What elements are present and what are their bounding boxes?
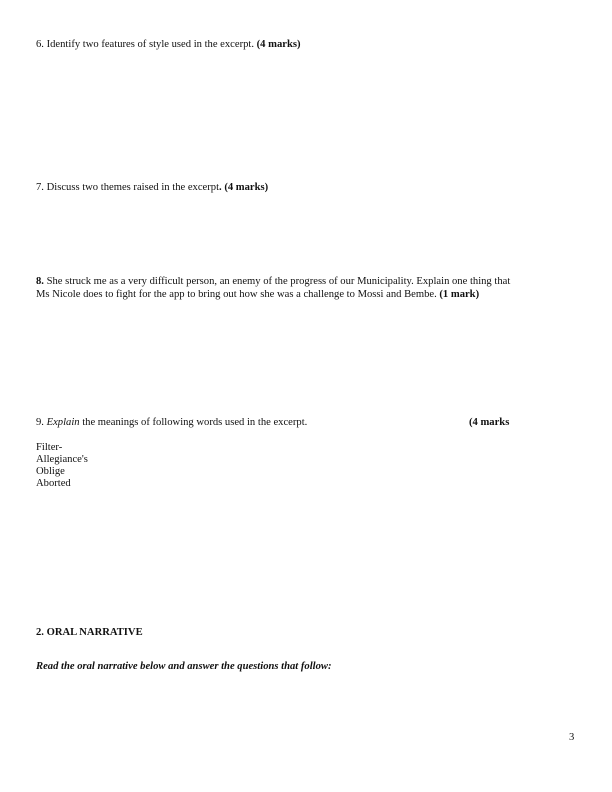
section-instruction: Read the oral narrative below and answer the questions that follow: [36, 661, 332, 672]
vocabulary-word: Allegiance's [36, 454, 88, 465]
question-9-marks: (4 marks [469, 417, 510, 428]
question-9 [36, 416, 307, 429]
question-8-line-2 [36, 288, 581, 301]
page-number: 3 [569, 732, 575, 743]
question-8 [36, 275, 581, 301]
question-6-number: 6. [36, 39, 44, 50]
vocabulary-list [36, 442, 88, 490]
question-9-number: 9. [36, 417, 44, 428]
question-8-marks: (1 mark) [439, 289, 480, 300]
question-7 [36, 181, 268, 194]
question-8-number: 8. [36, 276, 44, 287]
question-8-text-line-1: She struck me as a very difficult person, an enemy of the progress of our Municipality. Explain one thing that [46, 276, 511, 287]
question-6-text: Identify two features of style used in the excerpt. [46, 39, 254, 50]
vocabulary-word: Oblige [36, 466, 65, 477]
vocabulary-word: Filter- [36, 442, 63, 453]
section-heading: 2. ORAL NARRATIVE [36, 627, 143, 638]
question-8-text-line-2: Ms Nicole does to fight for the app to bring out how she was a challenge to Mossi and Bembe. [36, 289, 437, 300]
question-7-marks: (4 marks) [224, 182, 269, 193]
vocabulary-word: Aborted [36, 478, 71, 489]
question-9-emphasis: Explain [46, 417, 80, 428]
question-6-marks: (4 marks) [256, 39, 301, 50]
question-7-period: . [219, 182, 222, 193]
question-7-number: 7. [36, 182, 44, 193]
question-8-line-1 [36, 275, 581, 288]
question-9-text: the meanings of following words used in the excerpt. [82, 417, 308, 428]
question-6 [36, 38, 301, 51]
question-7-text: Discuss two themes raised in the excerpt [46, 182, 220, 193]
